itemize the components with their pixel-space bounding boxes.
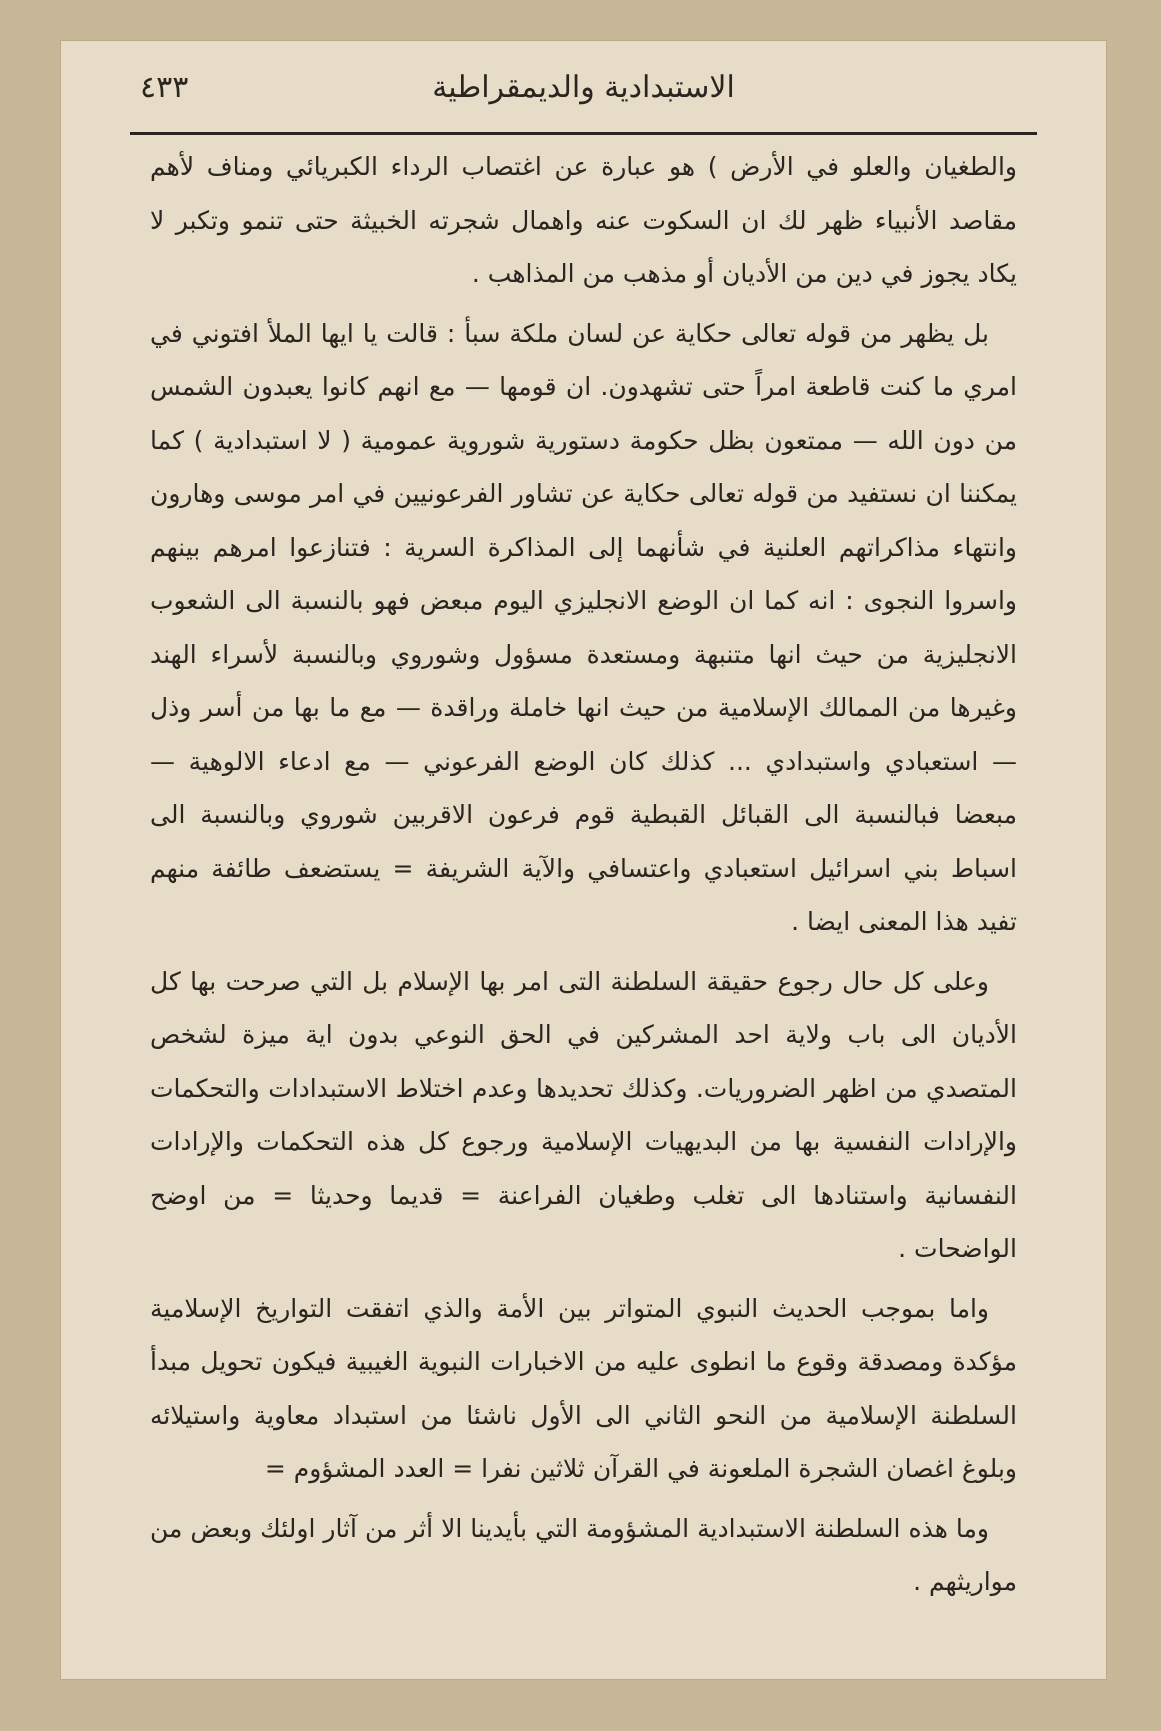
- page-body: [150, 140, 1017, 1615]
- book-page: [60, 40, 1107, 1680]
- header-divider: [130, 132, 1037, 135]
- page-header: [130, 58, 1037, 118]
- running-title: الاستبدادية والديمقراطية: [432, 70, 735, 105]
- page-number: ٤٣٣: [140, 70, 189, 105]
- paragraph-1: والطغيان والعلو في الأرض ) هو عبارة عن اغتصاب الرداء الكبريائي ومناف لأهم مقاصد الأنبياء ظهر لك ان السكوت عنه واهمال شجرته الخبيثة حتى تنمو وتكبر لا يكاد يجوز في دين من الأديان أو مذهب من المذاهب .: [150, 152, 1017, 288]
- paragraph-3: وعلى كل حال رجوع حقيقة السلطنة التى امر بها الإسلام بل التي صرحت بها كل الأديان الى باب ولاية احد المشركين في الحق النوعي بدون اية ميزة لشخص المتصدي من اظهر الضروريات. وكذلك تحديدها وعدم اختلاط الاستبدادات والتحكمات والإرادات النفسية بها من البديهيات الإسلامية ورجوع كل هذه التحكمات والإرادات النفسانية واستنادها الى تغلب وطغيان الفراعنة = قديما وحديثا = من اوضح الواضحات .: [150, 966, 1017, 1263]
- paragraph-5: وما هذه السلطنة الاستبدادية المشؤومة التي بأيدينا الا أثر من آثار اولئك وبعض من مواريثهم .: [150, 1513, 1017, 1596]
- paragraph-4: واما بموجب الحديث النبوي المتواتر بين الأمة والذي اتفقت التواريخ الإسلامية مؤكدة ومصدقة وقوع ما انطوى عليه من الاخبارات النبوية الغيبية فيكون تحويل مبدأ السلطنة الإسلامية من النحو الثاني الى الأول ناشئا من استبداد معاوية واستيلائه وبلوغ اغصان الشجرة الملعونة في القرآن ثلاثين نفرا = العدد المشؤوم =: [150, 1293, 1017, 1483]
- paragraph-2: بل يظهر من قوله تعالى حكاية عن لسان ملكة سبأ : قالت يا ايها الملأ افتوني في امري ما كنت قاطعة امراً حتى تشهدون. ان قومها — مع انهم كانوا يعبدون الشمس من دون الله — ممتعون بظل حكومة دستورية شوروية عمومية ( لا استبدادية ) كما يمكننا ان نستفيد من قوله تعالى حكاية عن تشاور الفرعونيين في امر موسى وهارون وانتهاء مذاكراتهم العلنية في شأنهما إلى المذاكرة السرية : فتنازعوا امرهم بينهم واسروا النجوى : انه كما ان الوضع الانجليزي اليوم مبعض فهو بالنسبة الى الشعوب الانجليزية من حيث انها متنبهة ومستعدة مسؤول وشوروي وبالنسبة لأسراء الهند وغيرها من الممالك الإسلامية من حيث انها خاملة وراقدة — مع ما بها من أسر وذل — استعبادي واستبدادي ... كذلك كان الوضع الفرعوني — مع ادعاء الالوهية — مبعضا فبالنسبة الى القبائل القبطية قوم فرعون الاقربين شوروي وبالنسبة الى اسباط بني اسرائيل استعبادي واعتسافي والآية الشريفة = يستضعف طائفة منهم تفيد هذا المعنى ايضا .: [150, 318, 1017, 936]
